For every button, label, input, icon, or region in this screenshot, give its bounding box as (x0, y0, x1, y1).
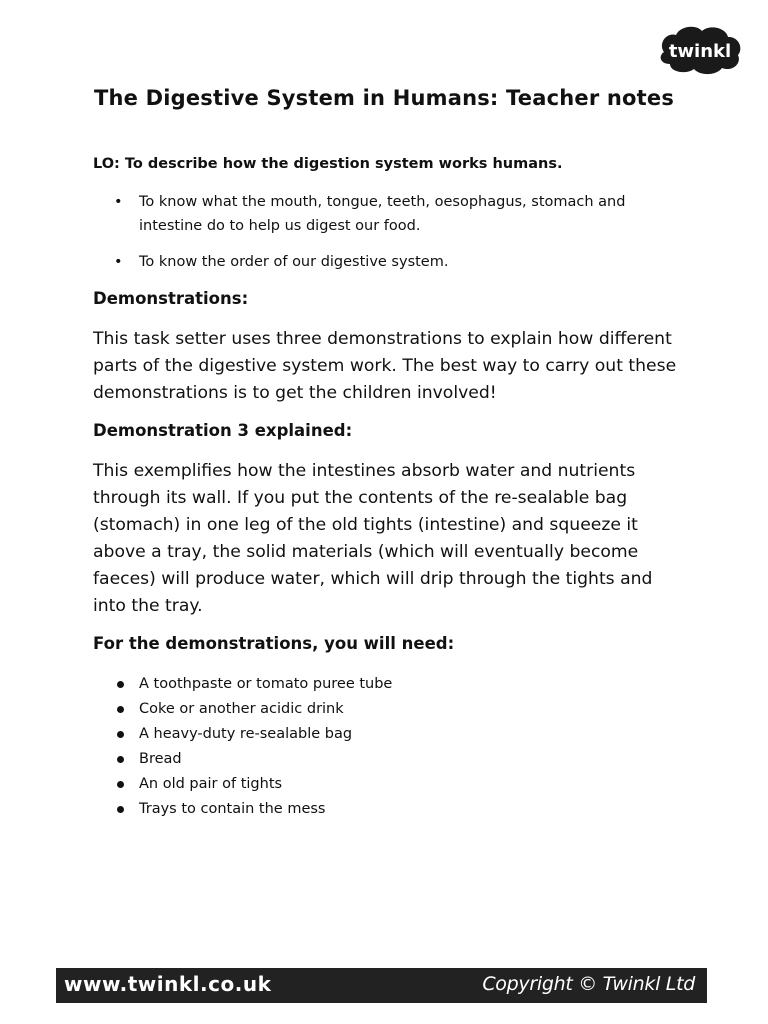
logo-wordmark: twinkl (668, 41, 732, 62)
list-item: Bread (93, 747, 593, 772)
footer-bar (56, 968, 707, 1003)
demonstrations-heading: Demonstrations: (93, 289, 249, 308)
learning-objective: LO: To describe how the digestion system works humans. (93, 156, 563, 172)
list-item: • To know what the mouth, tongue, teeth, oesophagus, stomach and intestine do to help us digest our food. (93, 190, 683, 238)
twinkl-logo (654, 22, 744, 76)
materials-list (93, 672, 593, 822)
footer-url-link[interactable]: www.twinkl.co.uk (64, 972, 272, 996)
list-item: Trays to contain the mess (93, 797, 593, 822)
demo3-paragraph: This exemplifies how the intestines absorb water and nutrients through its wall. If you put the contents of the re-sealable bag (stomach) in one leg of the old tights (intestine) and squeeze it above a tray, the solid materials (which will eventually become faeces) will produce water, which will drip through the tights and into the tray. (93, 461, 653, 616)
footer-copyright: Copyright © Twinkl Ltd (482, 973, 695, 995)
list-item: A toothpaste or tomato puree tube (93, 672, 593, 697)
twinkl-logo-icon (654, 22, 744, 76)
demonstrations-paragraph: This task setter uses three demonstrations to explain how different parts of the digestive system work. The best way to carry out these demonstrations is to get the children involved! (93, 329, 677, 403)
materials-heading: For the demonstrations, you will need: (93, 634, 455, 653)
list-item: Coke or another acidic drink (93, 697, 593, 722)
list-item: An old pair of tights (93, 772, 593, 797)
objectives-list (93, 190, 683, 286)
list-item: • To know the order of our digestive system. (93, 250, 683, 274)
page-title: The Digestive System in Humans: Teacher notes (93, 86, 675, 110)
list-item: A heavy-duty re-sealable bag (93, 722, 593, 747)
demo3-heading: Demonstration 3 explained: (93, 421, 353, 440)
